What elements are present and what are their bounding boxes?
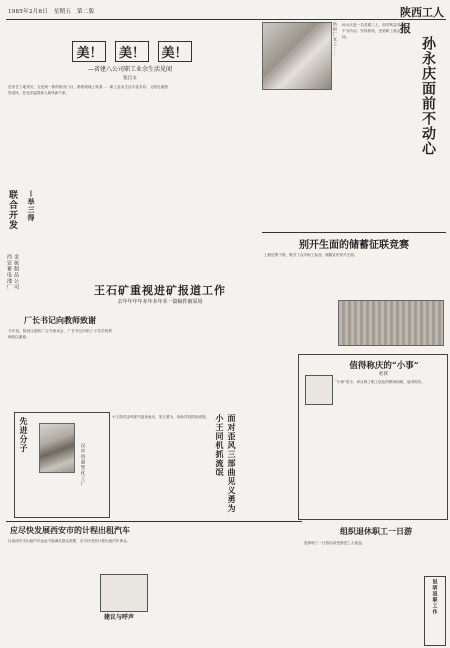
suggestion-cartoon-label: 建议与呼声: [104, 614, 135, 621]
side-article-title: 孙永庆面前不动心: [420, 36, 436, 156]
column-box-body: “小事”虽小，却反映了职工队伍的精神面貌，值得称庆。: [335, 380, 425, 384]
retired-article-body-2: [304, 574, 422, 644]
workers-photo: [262, 22, 332, 90]
wangshi-article-subtitle: 去年年年年本年本年本一篇稿件被采用: [117, 299, 203, 305]
title-part-1: 美！: [72, 41, 106, 62]
masthead-rule: [6, 19, 446, 20]
lianhe-subtitle: —举三得: [27, 190, 36, 222]
factory-article-body: 今年初，陕西压缩机厂召开座谈会，厂长书记向职工子弟学校教师致以谢意。: [8, 329, 112, 339]
retired-article-title: 组织退休职工一日游: [340, 526, 412, 536]
side-article-body: 孙永庆是一名普通工人，面对利益诱惑不为所动，坚持原则，受到职工群众赞扬。: [342, 23, 404, 39]
title-part-2: 美！: [115, 41, 149, 62]
brave-article-title: 面对歪风三部曲见义勇为小王同机抓流氓: [215, 414, 237, 513]
lianhe-body: [48, 192, 258, 282]
bottom-section-rule: [6, 521, 302, 522]
reserve-top-rule: [262, 232, 446, 233]
lead-article-byline: 张自文: [123, 76, 137, 81]
date-line: 1985年2月8日 星期五 第二版: [8, 9, 95, 15]
factory-article-title: 厂长书记向教师致谢: [24, 315, 96, 325]
lead-article-subtitle: —省建八公司职工业余生活见闻: [87, 66, 172, 73]
lianhe-title: 联合开发: [7, 190, 17, 230]
taxi-article-body-right: [142, 538, 302, 642]
lianhe-side: 金属制品公司西安蓄电池厂: [6, 254, 19, 290]
lianhe-block: [6, 190, 46, 294]
brave-article-body-left: 小王面对歪风邪气挺身而出，见义勇为，协助司机抓获流氓。: [112, 415, 210, 419]
wangshi-article-body: [112, 308, 262, 412]
taxi-article-body: 目前西安市出租汽车远远不能满足群众需要，应尽快发展计程出租汽车事业。: [8, 539, 131, 543]
lead-article-body-continued: [172, 40, 256, 192]
lead-article-body: 近来在工地采访，无论到一栋的宿舍门口，都看到墙上贴着……职工业余生活丰富多彩，文明礼貌蔚然成风，处处洋溢着新人新风新气象。: [8, 85, 168, 95]
photo-article-body: [262, 90, 342, 230]
retired-article-body: 退休职工一日游活动受到老工人欢迎。: [304, 541, 366, 545]
wangshi-article-title: 王石矿重视进矿报道工作: [94, 284, 226, 297]
hero-box-title: 先进分子: [19, 417, 29, 453]
taxi-article-title: 应尽快发展西安市的计程出租汽车: [10, 525, 130, 535]
column-logo-icon: [305, 375, 333, 405]
wangshi-article-body-right: [264, 310, 334, 344]
hero-portrait: [39, 423, 75, 473]
reserve-article-title: 别开生面的储蓄征联竞赛: [299, 240, 409, 251]
paper-name: 陕西工人报: [400, 6, 444, 35]
photo-caption-vertical: 纺织厂女工……: [333, 22, 338, 57]
column-box-title: 值得称庆的“小事”: [349, 361, 419, 371]
column-box: [298, 354, 448, 520]
hero-box: [14, 412, 110, 518]
hero-box-side: 汉中县重型化工厂: [80, 443, 85, 487]
bottom-right-box: [424, 576, 446, 646]
brave-article-body-right: [258, 416, 294, 518]
reserve-article-body: 上联征集下联，吸引了众多职工参加，储蓄宣传别开生面。: [264, 253, 358, 257]
bottom-right-box-text: 说明退职工作: [431, 579, 438, 615]
column-box-byline: 杜侠: [379, 372, 388, 377]
title-part-3: 美！: [158, 41, 192, 62]
product-photo: [338, 300, 444, 346]
suggestion-cartoon: [100, 574, 148, 612]
